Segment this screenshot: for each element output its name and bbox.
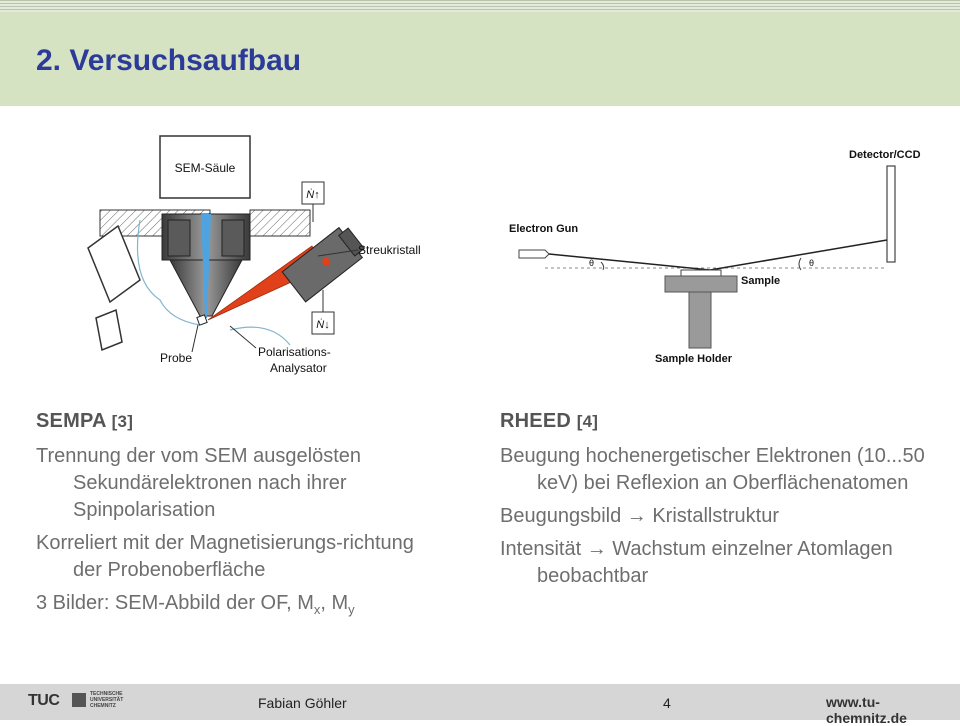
rheed-heading: RHEED [4] <box>500 410 599 432</box>
sem-column-label: SEM-Säule <box>174 161 236 175</box>
rheed-diagram <box>505 140 945 370</box>
rheed-item-1: Beugung hochenergetischer Elektronen (10...50 keV) bei Reflexion an Oberflächenatomen <box>500 445 925 494</box>
header-stripes <box>0 0 960 12</box>
analyzer-label-2: Analysator <box>270 361 327 375</box>
sempa-item-1: Trennung der vom SEM ausgelösten Sekundärelektronen nach ihrer Spinpolarisation <box>36 445 361 521</box>
page-number: 4 <box>663 695 671 711</box>
footer-author: Fabian Göhler <box>258 695 347 711</box>
crystal-label: Streukristall <box>358 243 421 257</box>
side-plate-left-lower <box>96 310 122 350</box>
diffracted-beam <box>710 240 887 270</box>
footer-url[interactable]: www.tu-chemnitz.de <box>826 694 907 726</box>
sample-holder-top <box>665 276 737 292</box>
detector-label: Detector/CCD <box>849 149 921 161</box>
rheed-item-3: Intensität → Wachstum einzelner Atomlagen beobachtbar <box>500 538 893 587</box>
sempa-heading: SEMPA [3] <box>36 410 134 432</box>
rheed-item-2: Beugungsbild → Kristallstruktur <box>500 505 780 527</box>
svg-text:Ṅ↑: Ṅ↑ <box>306 189 320 201</box>
sempa-diagram <box>80 130 440 380</box>
electron-gun <box>519 250 549 258</box>
analyzer-label-1: Polarisations- <box>258 345 331 359</box>
sempa-item-3: 3 Bilder: SEM-Abbild der OF, $M_x$, $M_y$ <box>36 592 355 617</box>
detector-screen <box>887 166 895 262</box>
sempa-item-2: Korreliert mit der Magnetisierungs-richtung der Probenoberfläche <box>36 532 414 581</box>
chamber-wall-right <box>250 210 310 236</box>
tuc-logo-text: TUC <box>28 692 60 709</box>
side-plate-left <box>88 226 140 302</box>
sample-label: Sample <box>741 275 781 287</box>
sample-crystal <box>681 270 721 276</box>
svg-text:θ: θ <box>809 258 815 268</box>
svg-text:Ṅ↓: Ṅ↓ <box>316 319 330 331</box>
sempa-column <box>36 408 436 629</box>
probe-label: Probe <box>160 351 193 365</box>
tuc-logo-subtitle: TECHNISCHE UNIVERSITÄT CHEMNITZ <box>90 691 124 709</box>
rheed-column <box>500 408 940 596</box>
footer-bar <box>0 684 960 726</box>
slide-title: 2. Versuchsaufbau <box>36 44 302 77</box>
sample-holder-stem <box>689 292 711 348</box>
svg-text:θ: θ <box>589 258 595 268</box>
holder-label: Sample Holder <box>655 353 733 365</box>
tuc-logo-icon <box>72 693 86 707</box>
gun-label: Electron Gun <box>509 223 579 235</box>
